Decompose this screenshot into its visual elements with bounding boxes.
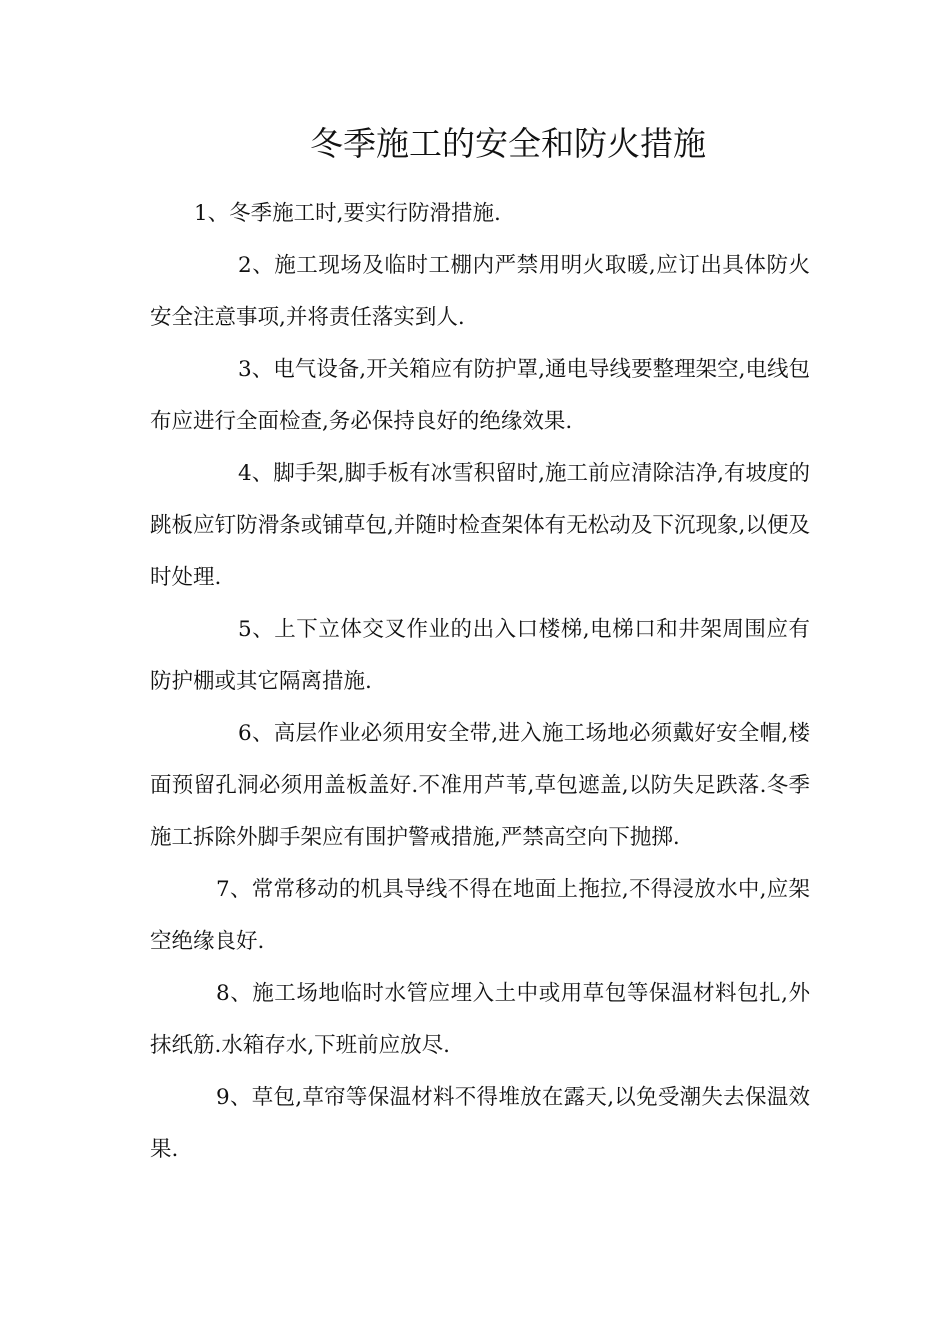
paragraph-9: 9、草包,草帘等保温材料不得堆放在露天,以免受潮失去保温效果.	[150, 1085, 810, 1162]
document-body	[150, 188, 810, 1176]
document-title: 冬季施工的安全和防火措施	[310, 124, 706, 163]
paragraph-3: 3、电气设备,开关箱应有防护罩,通电导线要整理架空,电线包布应进行全面检查,务必保持良好的绝缘效果.	[150, 357, 810, 434]
paragraph-6: 6、高层作业必须用安全带,进入施工场地必须戴好安全帽,楼面预留孔洞必须用盖板盖好.不准用芦苇,草包遮盖,以防失足跌落.冬季施工拆除外脚手架应有围护警戒措施,严禁高空向下抛掷.	[150, 721, 810, 850]
paragraph-5: 5、上下立体交叉作业的出入口楼梯,电梯口和井架周围应有防护棚或其它隔离措施.	[150, 617, 810, 694]
paragraph-2: 2、施工现场及临时工棚内严禁用明火取暖,应订出具体防火安全注意事项,并将责任落实到人.	[150, 253, 810, 330]
paragraph-1: 1、冬季施工时,要实行防滑措施.	[194, 201, 501, 226]
paragraph-7: 7、常常移动的机具导线不得在地面上拖拉,不得浸放水中,应架空绝缘良好.	[150, 877, 810, 954]
paragraph-8: 8、施工场地临时水管应埋入土中或用草包等保温材料包扎,外抹纸筋.水箱存水,下班前应放尽.	[150, 981, 810, 1058]
paragraph-4: 4、脚手架,脚手板有冰雪积留时,施工前应清除洁净,有坡度的跳板应钉防滑条或铺草包,并随时检查架体有无松动及下沉现象,以便及时处理.	[150, 461, 810, 590]
